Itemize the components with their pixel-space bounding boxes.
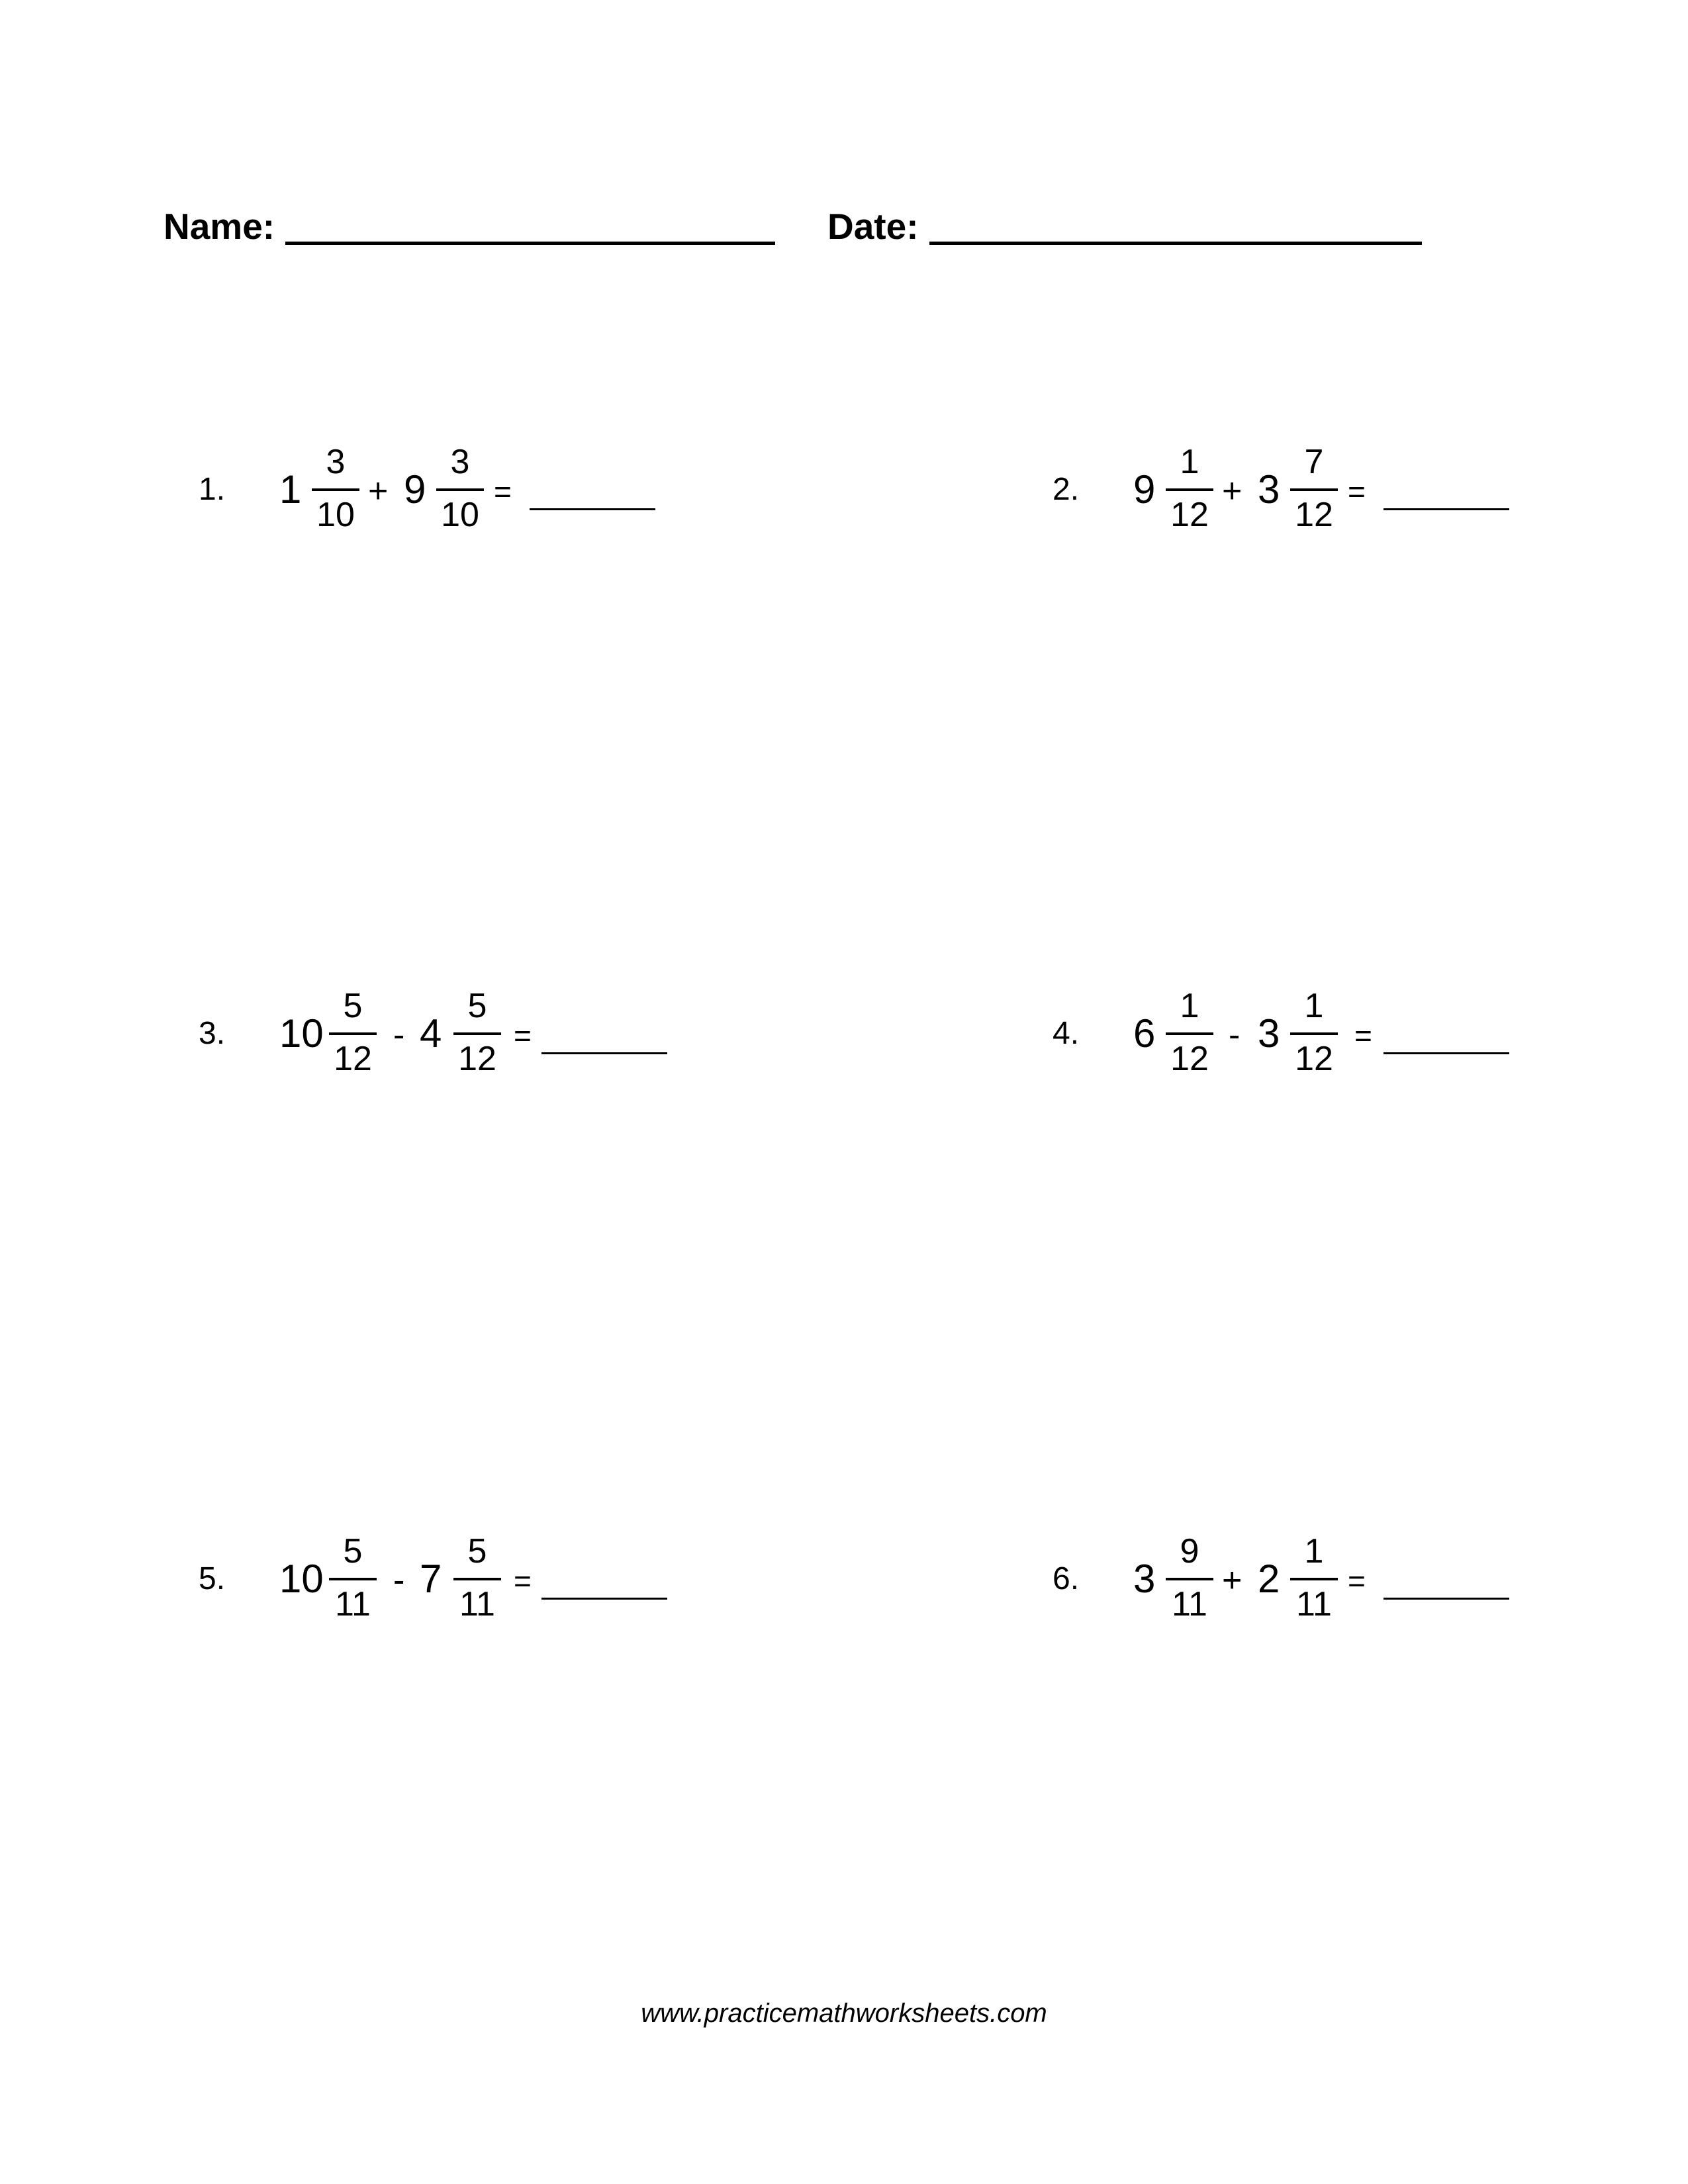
- problem-number: 4.: [1053, 1016, 1080, 1051]
- first-denominator: 10: [316, 496, 355, 534]
- name-label: Name:: [164, 206, 275, 247]
- second-whole-number: 3: [1258, 467, 1280, 512]
- second-fraction: [1284, 981, 1344, 1087]
- problem-number: 6.: [1053, 1561, 1080, 1596]
- problem-number: 3.: [199, 1016, 226, 1051]
- second-fraction: [430, 437, 490, 543]
- first-denominator: 12: [334, 1040, 372, 1078]
- answer-blank[interactable]: [530, 508, 655, 510]
- second-whole-number: 2: [1258, 1557, 1280, 1601]
- second-fraction: [447, 981, 507, 1087]
- first-fraction: [1160, 437, 1219, 543]
- second-denominator: 12: [1295, 1040, 1333, 1078]
- second-numerator: 5: [467, 1532, 487, 1570]
- operator: -: [393, 1016, 405, 1054]
- answer-blank[interactable]: [541, 1052, 667, 1054]
- second-whole-number: 9: [404, 467, 426, 512]
- first-whole-number: 10: [279, 1557, 324, 1601]
- answer-blank[interactable]: [1383, 508, 1509, 510]
- equals-sign: =: [1348, 475, 1366, 509]
- first-fraction: [323, 1526, 383, 1632]
- fraction-bar: [436, 488, 484, 491]
- second-whole-number: 4: [420, 1011, 442, 1056]
- second-fraction: [447, 1526, 507, 1632]
- first-whole-number: 1: [279, 467, 302, 512]
- fraction-bar: [1290, 1578, 1338, 1580]
- operator: +: [368, 472, 389, 510]
- fraction-bar: [312, 488, 359, 491]
- fraction-bar: [453, 1032, 501, 1035]
- first-numerator: 1: [1180, 443, 1199, 481]
- fraction-bar: [329, 1578, 377, 1580]
- problem-number: 5.: [199, 1561, 226, 1596]
- fraction-bar: [1290, 1032, 1338, 1035]
- second-numerator: 1: [1304, 1532, 1324, 1570]
- equals-sign: =: [1354, 1019, 1372, 1053]
- second-denominator: 11: [1296, 1585, 1332, 1623]
- equals-sign: =: [514, 1019, 532, 1053]
- first-whole-number: 3: [1133, 1557, 1156, 1601]
- operator: +: [1222, 1561, 1243, 1600]
- operator: -: [393, 1561, 405, 1600]
- operator: -: [1229, 1016, 1241, 1054]
- fraction-bar: [1290, 488, 1338, 491]
- second-denominator: 12: [458, 1040, 496, 1078]
- first-numerator: 3: [326, 443, 346, 481]
- fraction-bar: [453, 1578, 501, 1580]
- second-numerator: 7: [1304, 443, 1324, 481]
- fraction-bar: [1166, 1032, 1213, 1035]
- second-numerator: 3: [450, 443, 470, 481]
- second-denominator: 12: [1295, 496, 1333, 534]
- second-fraction: [1284, 1526, 1344, 1632]
- first-denominator: 12: [1170, 1040, 1209, 1078]
- second-whole-number: 7: [420, 1557, 442, 1601]
- name-field[interactable]: [164, 196, 775, 249]
- equals-sign: =: [514, 1564, 532, 1598]
- problem-number: 1.: [199, 472, 226, 507]
- first-fraction: [1160, 981, 1219, 1087]
- first-denominator: 11: [1172, 1585, 1207, 1623]
- footer-url: www.practicemathworksheets.com: [641, 1999, 1047, 2028]
- answer-blank[interactable]: [1383, 1052, 1509, 1054]
- first-whole-number: 9: [1133, 467, 1156, 512]
- equals-sign: =: [1348, 1564, 1366, 1598]
- second-numerator: 1: [1304, 987, 1324, 1025]
- second-denominator: 10: [441, 496, 479, 534]
- first-denominator: 12: [1170, 496, 1209, 534]
- date-label: Date:: [827, 206, 919, 247]
- first-fraction: [1160, 1526, 1219, 1632]
- first-whole-number: 6: [1133, 1011, 1156, 1056]
- first-numerator: 5: [343, 1532, 363, 1570]
- date-input-line[interactable]: [929, 242, 1422, 245]
- date-field[interactable]: [827, 196, 1422, 249]
- second-fraction: [1284, 437, 1344, 543]
- answer-blank[interactable]: [1383, 1598, 1509, 1600]
- first-denominator: 11: [335, 1585, 371, 1623]
- name-input-line[interactable]: [285, 242, 775, 245]
- equals-sign: =: [494, 475, 512, 509]
- first-fraction: [306, 437, 365, 543]
- fraction-bar: [1166, 488, 1213, 491]
- first-whole-number: 10: [279, 1011, 324, 1056]
- first-numerator: 9: [1180, 1532, 1199, 1570]
- fraction-bar: [329, 1032, 377, 1035]
- second-whole-number: 3: [1258, 1011, 1280, 1056]
- problem-number: 2.: [1053, 472, 1080, 507]
- first-numerator: 5: [343, 987, 363, 1025]
- operator: +: [1222, 472, 1243, 510]
- second-numerator: 5: [467, 987, 487, 1025]
- answer-blank[interactable]: [541, 1598, 667, 1600]
- second-denominator: 11: [459, 1585, 495, 1623]
- fraction-bar: [1166, 1578, 1213, 1580]
- first-fraction: [323, 981, 383, 1087]
- first-numerator: 1: [1180, 987, 1199, 1025]
